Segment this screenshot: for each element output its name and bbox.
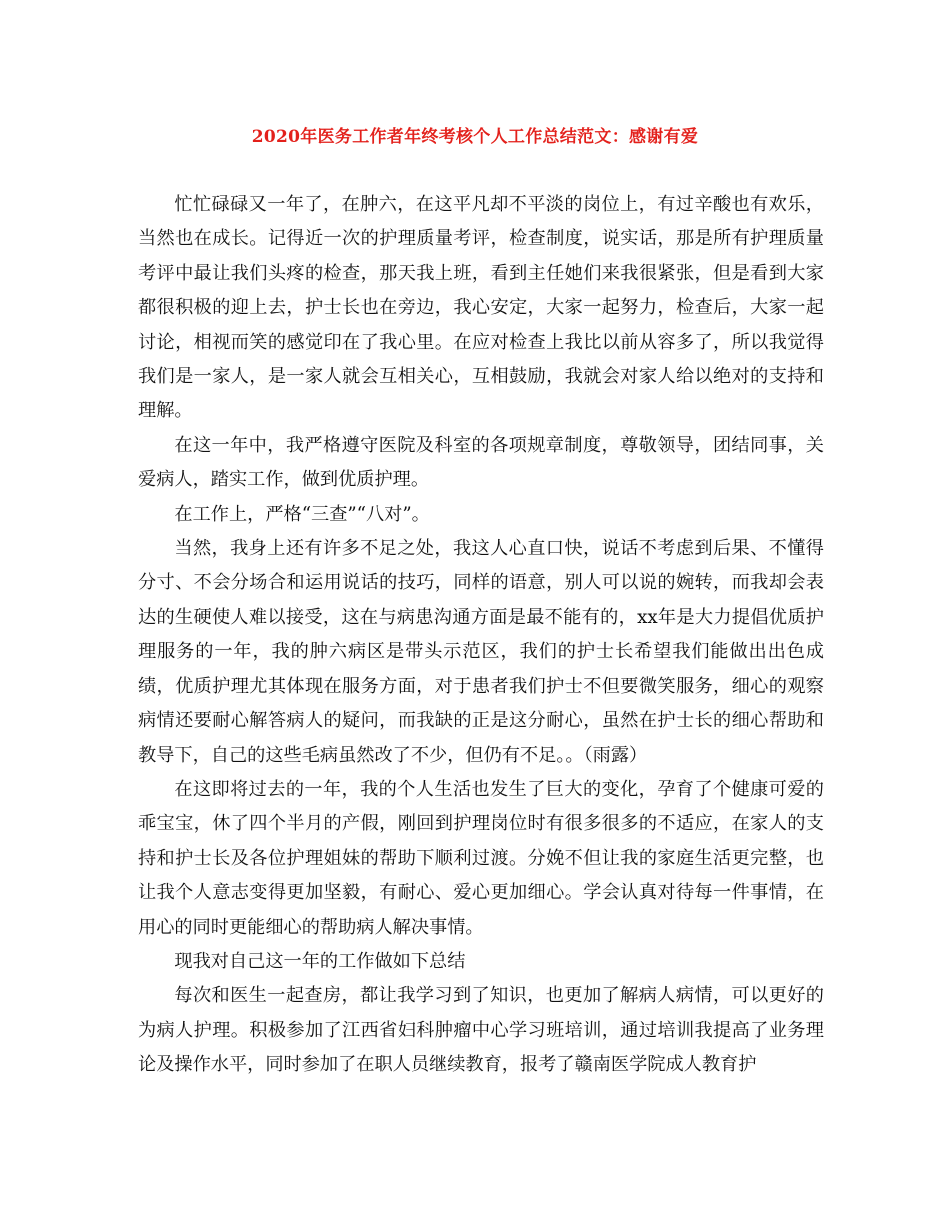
paragraph: 忙忙碌碌又一年了，在肿六，在这平凡却不平淡的岗位上，有过辛酸也有欢乐，当然也在成长。记得近一次的护理质量考评，检查制度，说实话，那是所有护理质量考评中最让我们头疼的检查，那天我上班，看到主任她们来我很紧张，但是看到大家都很积极的迎上去，护士长也在旁边，我心安定，大家一起努力，检查后，大家一起讨论，相视而笑的感觉印在了我心里。在应对检查上我比以前从容多了，所以我觉得我们是一家人，是一家人就会互相关心，互相鼓励，我就会对家人给以绝对的支持和理解。: [138, 194, 824, 422]
paragraph: 在这即将过去的一年，我的个人生活也发生了巨大的变化，孕育了个健康可爱的乖宝宝，休了四个半月的产假，刚回到护理岗位时有很多很多的不适应，在家人的支持和护士长及各位护理姐妹的帮助下顺利过渡。分娩不但让我的家庭生活更完整，也让我个人意志变得更加坚毅，有耐心、爱心更加细心。学会认真对待每一件事情，在用心的同时更能细心的帮助病人解决事情。: [138, 778, 824, 938]
paragraph: 现我对自己这一年的工作做如下总结: [174, 950, 466, 972]
document-title: 2020年医务工作者年终考核个人工作总结范文：感谢有爱: [251, 127, 699, 147]
paragraph: 在工作上，严格“三查”“八对”。: [174, 503, 430, 525]
paragraph: 在这一年中，我严格遵守医院及科室的各项规章制度，尊敬领导，团结同事，关爱病人，踏实工作，做到优质护理。: [138, 434, 824, 491]
document-body: [138, 188, 824, 1083]
paragraph: 当然，我身上还有许多不足之处，我这人心直口快，说话不考虑到后果、不懂得分寸、不会分场合和运用说话的技巧，同样的语意，别人可以说的婉转，而我却会表达的生硬使人难以接受，这在与病患沟通方面是最不能有的，xx年是大力提倡优质护理服务的一年，我的肿六病区是带头示范区，我们的护士长希望我们能做出出色成绩，优质护理尤其体现在服务方面，对于患者我们护士不但要微笑服务，细心的观察病情还要耐心解答病人的疑问，而我缺的正是这分耐心，虽然在护士长的细心帮助和教导下，自己的这些毛病虽然改了不少，但仍有不足。。（雨露）: [138, 538, 824, 766]
paragraph: 每次和医生一起查房，都让我学习到了知识，也更加了解病人病情，可以更好的为病人护理。积极参加了江西省妇科肿瘤中心学习班培训，通过培训我提高了业务理论及操作水平，同时参加了在职人员继续教育，报考了赣南医学院成人教育护: [138, 985, 824, 1076]
